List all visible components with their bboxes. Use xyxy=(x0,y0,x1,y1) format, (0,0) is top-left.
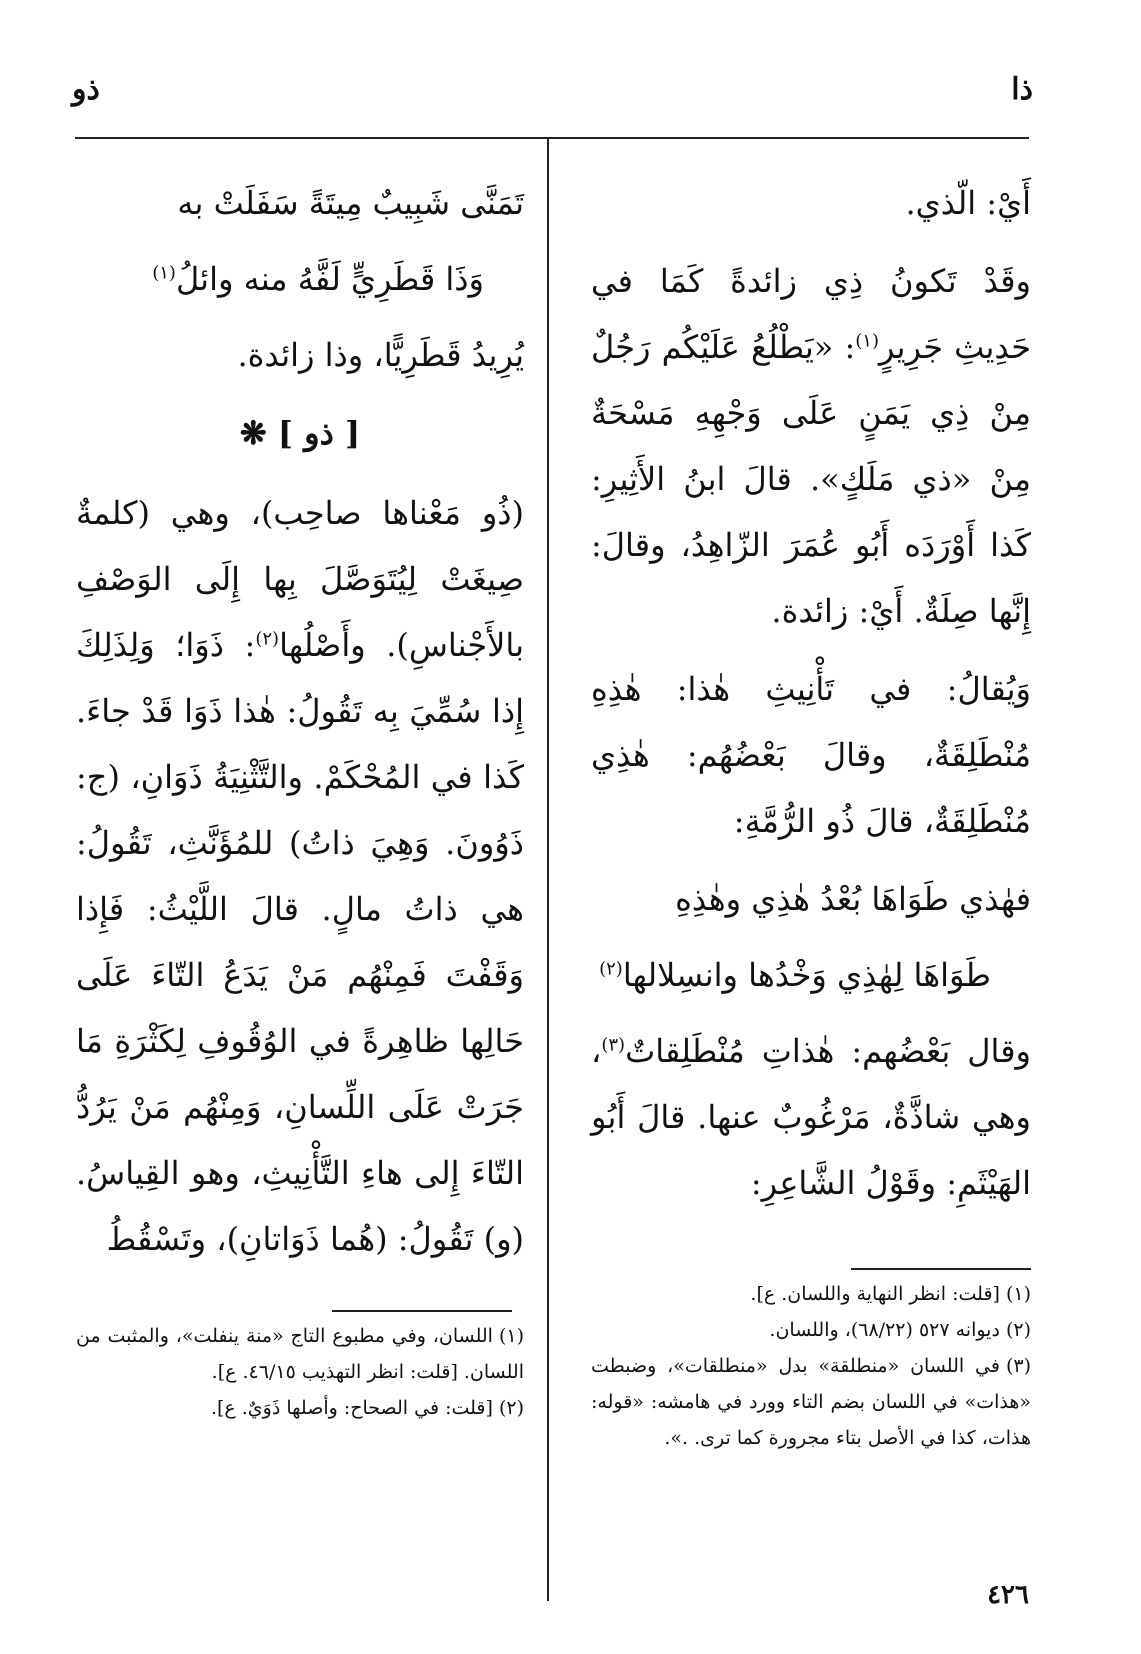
footnote-text: في اللسان «منطلقة» بدل «منطلقات»، وضبطت «هذات» في اللسان بضم التاء وورد في هامشه: «قوله: هذات، كذا في الأصل بتاء مجرورة كما ترى. .». xyxy=(591,1355,1031,1449)
right-para-4-text: وقال بَعْضُهم: هٰذاتِ مُنْطَلِقاتٌ xyxy=(625,1032,1031,1070)
right-verse-2-text: طَوَاهَا لِهٰذِي وَخْدُها وانسِلالها xyxy=(622,956,991,994)
left-verse-2-text: وَذَا قَطَرِيٍّ لَفَّهُ منه وائلُ xyxy=(175,260,484,298)
footnote-text: ديوانه ٥٢٧ (٦٨/٢٢)، واللسان. xyxy=(769,1319,1000,1341)
left-para-2 xyxy=(76,480,524,1272)
footnote-ref: (١) xyxy=(855,330,879,352)
right-column xyxy=(591,170,1031,1228)
footnote-right-1 xyxy=(591,1276,1031,1312)
footnote-number: (٣) xyxy=(1005,1355,1031,1377)
right-para-4-cont: ، وهي شاذَّةٌ، مَرْغُوبٌ عنها. قالَ أَبُو الهَيْثَمِ: وقَوْلُ الشَّاعِرِ: xyxy=(591,1032,1031,1202)
footnote-ref: (٢) xyxy=(255,628,280,650)
running-head-left: ذو xyxy=(72,72,100,107)
footnote-text: اللسان، وفي مطبوع التاج «منة ينفلت»، والمثبت من اللسان. [قلت: انظر التهذيب ٤٦/١٥. ع]. xyxy=(76,1325,524,1383)
footnote-number: (١) xyxy=(1005,1283,1031,1305)
left-para-2-text: (ذُو مَعْناها صاحِب)، وهي (كلمةٌ صِيغَتْ لِيُتَوَصَّلَ بِها إِلَى الوَصْفِ بالأَجْناسِ). وأَصْلُها xyxy=(76,494,525,664)
left-column xyxy=(76,170,524,1284)
footnote-text: [قلت: انظر النهاية واللسان. ع]. xyxy=(750,1283,1000,1305)
header-rule xyxy=(75,137,1029,139)
footnote-text: [قلت: في الصحاح: وأصلها ذَوَيٌ. ع]. xyxy=(210,1397,493,1419)
right-verse-2 xyxy=(591,942,1031,1008)
running-head-right: ذا xyxy=(1011,72,1033,107)
left-para-1: يُرِيدُ قَطَرِيًّا، وذا زائدة. xyxy=(237,336,524,374)
right-para-2 xyxy=(591,248,1031,644)
footnote-ref: (١) xyxy=(152,262,176,284)
footnote-number: (٢) xyxy=(498,1397,524,1419)
footnotes-right xyxy=(591,1276,1031,1456)
entry-headword: [ ذو ] ❋ xyxy=(239,414,361,452)
footnotes-left xyxy=(76,1318,524,1426)
page-number: ٤٢٦ xyxy=(987,1580,1029,1610)
footnote-left-1 xyxy=(76,1318,524,1390)
footnote-right-2 xyxy=(591,1312,1031,1348)
right-para-4 xyxy=(591,1018,1031,1216)
left-para-2-cont: : ذَوَا؛ وَلِذَلِكَ إِذا سُمِّيَ بِه تَقُولُ: هٰذا ذَوَا قَدْ جاءَ. كَذا في المُحْكَمْ. والتَّثْنِيَةُ ذَوَانِ، (ج: ذَوُونَ. وَهِيَ ذاتُ) للمُؤَنَّثِ، تَقُولُ: هي ذاتُ مالٍ. قالَ اللَّيْثُ: فَإِذا وَقَفْتَ فَمِنْهُم مَنْ يَدَعُ التّاءَ عَلَى حَالِها ظاهِرةً في الوُقُوفِ لِكَثْرَةِ مَا جَرَتْ عَلَى اللِّسانِ، وَمِنْهُم مَنْ يَرُدُّ التّاءَ إِلى هاءِ التَّأْنِيثِ، وهو القِياسُ. (و) تَقُولُ: (هُما ذَوَاتانِ)، وتَسْقُطُ xyxy=(76,626,524,1258)
footnote-number: (٢) xyxy=(1005,1319,1031,1341)
footnote-rule-left xyxy=(332,1310,512,1312)
right-para-2-text: وقَدْ تَكونُ ذِي زائدةً كَمَا في حَدِيثِ جَرِيرٍ xyxy=(591,262,1031,366)
left-verse-1: تَمَنَّى شَبِيبٌ مِيتَةً سَفَلَتْ به xyxy=(177,184,524,222)
left-verse-2 xyxy=(76,246,524,312)
footnote-rule-right xyxy=(851,1268,1031,1270)
footnote-ref: (٣) xyxy=(601,1034,626,1056)
footnote-ref: (٢) xyxy=(599,958,623,980)
right-para-1: أَيْ: الّذي. xyxy=(905,184,1031,222)
column-divider xyxy=(547,139,549,1601)
footnote-number: (١) xyxy=(498,1325,524,1347)
right-para-3: وَيُقالُ: في تَأْنِيثِ هٰذا: هٰذِهِ مُنْطَلِقَةٌ، وقالَ بَعْضُهُم: هٰذِي مُنْطَلِقَةٌ، قالَ ذُو الرُّمَّةِ: xyxy=(591,670,1031,840)
right-verse-1: فهٰذي طَوَاهَا بُعْدُ هٰذِي وهٰذِهِ xyxy=(675,880,1031,918)
footnote-left-2 xyxy=(76,1390,524,1426)
footnote-right-3 xyxy=(591,1348,1031,1456)
right-para-2-cont: : «يَطْلُعُ عَلَيْكُم رَجُلٌ مِنْ ذِي يَمَنٍ عَلَى وَجْهِهِ مَسْحَةٌ مِنْ «ذي مَلَكٍ». قالَ ابنُ الأَثِيرِ: كَذا أَوْرَدَه أَبُو عُمَرَ الزّاهِدُ، وقالَ: إِنَّها صِلَةٌ. أَيْ: زائدة. xyxy=(591,328,1031,630)
